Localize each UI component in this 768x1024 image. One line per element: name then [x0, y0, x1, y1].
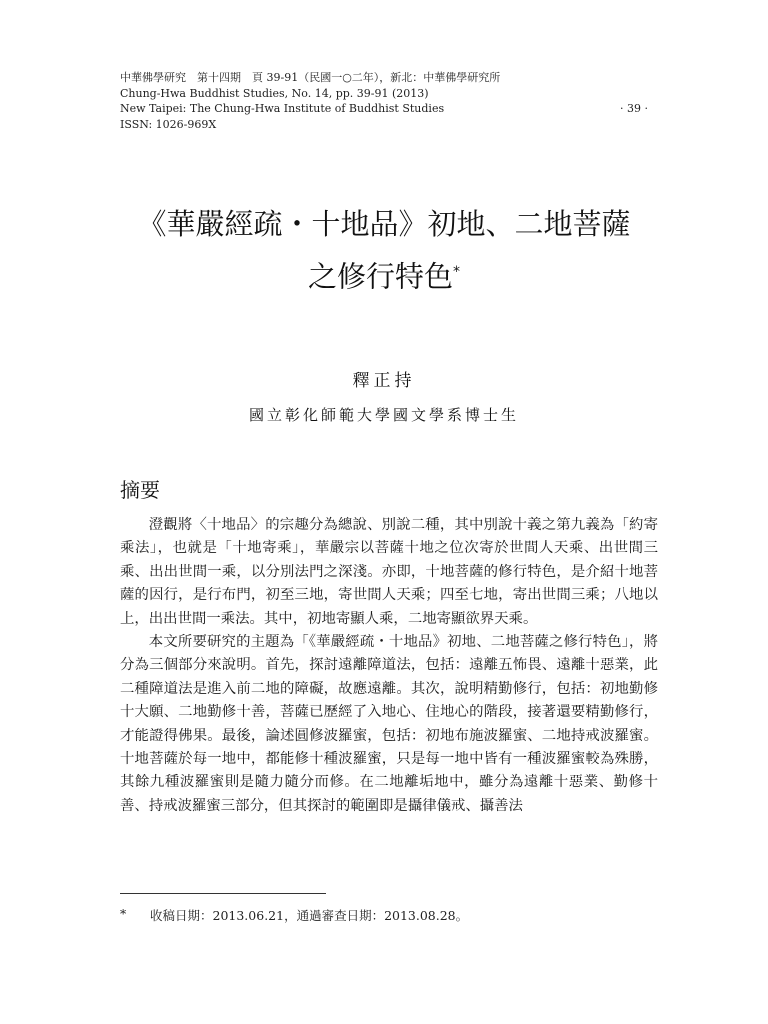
- page-number: · 39 ·: [620, 102, 648, 116]
- footnote-mark: *: [120, 906, 127, 921]
- header-line-publisher-row: [120, 101, 660, 117]
- journal-header: [120, 70, 660, 132]
- abstract-paragraph-1: 澄觀將〈十地品〉的宗趣分為總說、別說二種，其中別說十義之第九義為「約寄乘法」，也就是「十地寄乘」，華嚴宗以菩薩十地之位次寄於世間人天乘、出世間三乘、出出世間一乘，以分別法門之深淺。亦即，十地菩薩的修行特色，是介紹十地菩薩的因行，是行布門，初至三地，寄世間人天乘；四至七地，寄出世間三乘；八地以上，出出世間一乘法。其中，初地寄顯人乘，二地寄顯欲界天乘。: [120, 517, 658, 627]
- footnote-text: 收稿日期：2013.06.21，通過審查日期：2013.08.28。: [150, 908, 469, 923]
- header-line-issn: ISSN: 1026-969X: [120, 117, 217, 131]
- abstract-body: [120, 514, 658, 818]
- title-line-2-text: 之修行特色: [307, 259, 453, 294]
- footnote-divider: [120, 893, 326, 894]
- title-footnote-mark[interactable]: *: [453, 264, 460, 280]
- header-line-chinese: 中華佛學研究 第十四期 頁 39-91（民國一○二年），新北：中華佛學研究所: [120, 71, 501, 84]
- abstract-paragraph-2: 本文所要研究的主題為「《華嚴經疏・十地品》初地、二地菩薩之修行特色」，將分為三個部分來說明。首先，探討遠離障道法，包括：遠離五怖畏、遠離十惡業，此二種障道法是進入前二地的障礙，故應遠離。其次，說明精勤修行，包括：初地勤修十大願、二地勤修十善，菩薩已歷經了入地心、住地心的階段，接著還要精勤修行，才能證得佛果。最後，論述圓修波羅蜜，包括：初地布施波羅蜜、二地持戒波羅蜜。十地菩薩於每一地中，都能修十種波羅蜜，只是每一地中皆有一種波羅蜜較為殊勝，其餘九種波羅蜜則是隨力隨分而修。在二地離垢地中，雖分為遠離十惡業、勤修十善、持戒波羅蜜三部分，但其探討的範圍即是攝律儀戒、攝善法: [120, 634, 658, 814]
- footnote: [120, 906, 468, 924]
- author-affiliation: 國立彰化師範大學國文學系博士生: [248, 406, 519, 424]
- header-line-english-citation: Chung-Hwa Buddhist Studies, No. 14, pp. 39-91 (2013): [120, 86, 429, 100]
- title-line-1: 《華嚴經疏・十地品》初地、二地菩薩: [137, 207, 631, 241]
- title-line-2: [0, 248, 768, 301]
- header-line-publisher: New Taipei: The Chung-Hwa Institute of Buddhist Studies: [120, 102, 445, 116]
- author-name: 釋正持: [352, 371, 416, 391]
- abstract-heading: 摘要: [120, 478, 160, 502]
- paper-title: [0, 200, 768, 301]
